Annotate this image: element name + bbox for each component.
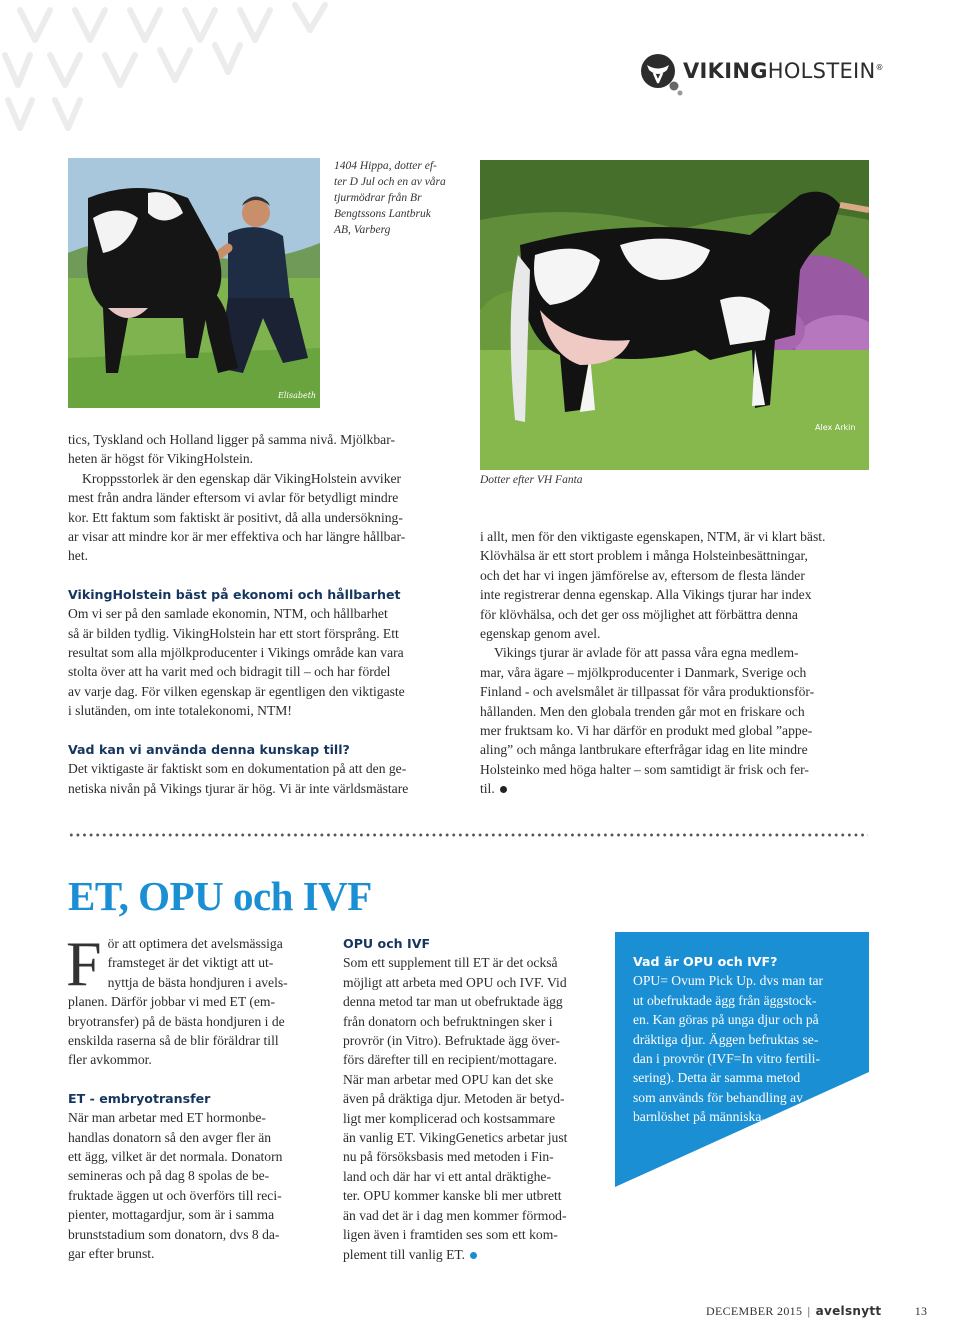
text-line: egenskap genom avel. xyxy=(480,626,601,642)
paragraph xyxy=(343,953,608,1264)
text-line: mest från andra länder eftersom vi avlar för betydligt mindre xyxy=(68,490,399,506)
issue-date: DECEMBER 2015 xyxy=(706,1304,803,1318)
text-line: ar visar att mindre kor är mer effektiva och har längre hållbar- xyxy=(68,529,406,545)
text-line: mar, våra ägare – mjölkproducenter i Danmark, Sverige och xyxy=(480,664,807,680)
paragraph xyxy=(68,430,458,469)
text-line: gar efter brunst. xyxy=(68,1246,155,1262)
article-left-column xyxy=(68,430,458,798)
page-footer xyxy=(706,1304,927,1319)
section-heading-usage: Vad kan vi använda denna kunskap till? xyxy=(68,741,350,757)
paragraph xyxy=(480,527,875,643)
logo-wordmark-viking: VIKING xyxy=(683,59,768,83)
text-line: framsteget är det viktigt att ut- xyxy=(107,955,274,971)
article-right-column xyxy=(480,527,875,799)
text-line: sering). Detta är samma metod xyxy=(633,1070,801,1086)
info-box-content xyxy=(633,952,863,1127)
text-line: planen. Därför jobbar vi med ET (em- xyxy=(68,994,275,1010)
text-line: Klövhälsa är ett stort problem i många Holsteinbesättningar, xyxy=(480,548,808,564)
text-line: än vad det är i dag men kommer förmod- xyxy=(343,1207,567,1223)
text-line: stolta över att ha varit med och bidragit till – och har fördel xyxy=(68,664,391,680)
text-line: bryotransfer) på de bästa hondjuren i de xyxy=(68,1013,285,1029)
section-title-et-opu-ivf: ET, OPU och IVF xyxy=(68,873,372,919)
registered-mark: ® xyxy=(875,63,884,72)
photo-hippa xyxy=(68,158,320,408)
text-line: ut obefruktade ägg från äggstock- xyxy=(633,992,817,1008)
paragraph xyxy=(480,643,875,798)
text-line: het. xyxy=(68,548,89,564)
text-line: aling” och många lantbrukare efterfrågar idag en lite mindre xyxy=(480,742,808,758)
text-line: handlas donatorn så den avger fler än xyxy=(68,1129,272,1145)
caption-line: Bengtssons Lantbruk xyxy=(334,208,431,220)
text-line: OPU= Ovum Pick Up. dvs man tar xyxy=(633,973,824,989)
background-pattern xyxy=(0,0,340,140)
paragraph-intro xyxy=(66,928,326,1070)
paragraph xyxy=(68,604,458,720)
text-line: heten är högst för VikingHolstein. xyxy=(68,451,254,467)
end-of-article-dot xyxy=(470,1252,477,1259)
paragraph xyxy=(633,971,863,1126)
text-line: för klövhälsa, och det ger oss möjlighet att förbättra denna xyxy=(480,606,798,622)
text-line: som används för behandling av xyxy=(633,1089,803,1105)
text-line: Holsteinko med höga halter – som samtidigt är frisk och fer- xyxy=(480,761,809,777)
section-heading-economy: VikingHolstein bäst på ekonomi och hållbarhet xyxy=(68,586,401,602)
text-line: Som ett supplement till ET är det också xyxy=(343,955,558,971)
text-line: provrör (in Vitro). Befruktade ägg över- xyxy=(343,1033,560,1049)
brand-logo xyxy=(640,52,884,98)
caption-line: tjurmödrar från Br xyxy=(334,192,422,204)
caption-line: AB, Varberg xyxy=(334,224,391,236)
text-line: pienter, mottagardjur, som är i samma xyxy=(68,1207,275,1223)
photo-signature: Elisabeth xyxy=(278,391,317,400)
text-line: semineras och på dag 8 spolas de be- xyxy=(68,1168,270,1184)
text-line: även på dräktiga djur. Metoden är betyd- xyxy=(343,1091,565,1107)
drop-cap: F xyxy=(66,928,102,999)
paragraph xyxy=(68,469,458,566)
text-line: förs därefter till en recipient/mottagare. xyxy=(343,1052,558,1068)
text-line: Kroppsstorlek är den egenskap där VikingHolstein avviker xyxy=(82,470,402,486)
paragraph xyxy=(68,1108,326,1263)
text-line: ett ägg, vilket är det normala. Donatorn xyxy=(68,1149,283,1165)
text-line: ter. OPU kommer kanske bli mer utbrett xyxy=(343,1188,562,1204)
text-line: resultat som alla mjölkproducenter i Vikings område kan vara xyxy=(68,645,404,661)
text-line: i allt, men för den viktigaste egenskapen, NTM, är vi klart bäst. xyxy=(480,529,826,544)
text-line: dan i provrör (IVF=In vitro fertili- xyxy=(633,1051,820,1067)
text-line: i slutänden, om inte totalekonomi, NTM! xyxy=(68,703,292,719)
text-line: tics, Tyskland och Holland ligger på samma nivå. Mjölkbar- xyxy=(68,432,395,447)
text-line: en. Kan göras på unga djur och på xyxy=(633,1012,819,1028)
text-line: Finland - och avelsmålet är tillpassat för våra produktionsför- xyxy=(480,684,815,700)
text-line: denna metod tar man ut obefruktade ägg xyxy=(343,994,563,1010)
text-line: av varje dag. För vilken egenskap är egentligen den viktigaste xyxy=(68,683,405,699)
text-line: Vikings tjurar är avlade för att passa våra egna medlem- xyxy=(494,645,799,661)
end-of-article-dot xyxy=(500,786,507,793)
text-line: från donatorn och befruktningen sker i xyxy=(343,1013,553,1029)
text-line: brunststadium som donatorn, dvs 8 da- xyxy=(68,1226,280,1242)
text-line: hållanden. Men den globala trenden går mot en friskare och xyxy=(480,703,805,719)
text-line: fler avkommor. xyxy=(68,1052,152,1068)
text-line: barnlöshet på människa. xyxy=(633,1109,765,1125)
photo-fanta-daughter xyxy=(480,160,869,470)
magazine-name: avelsnytt xyxy=(815,1304,882,1318)
text-line: mer fruktsam ko. Vi har därför en produkt med global ”appe- xyxy=(480,723,813,739)
section-heading-et: ET - embryotransfer xyxy=(68,1090,211,1106)
text-line: än vanlig ET. VikingGenetics arbetar just xyxy=(343,1130,568,1146)
page-number: 13 xyxy=(914,1304,928,1318)
photo-credit: Alex Arkin xyxy=(815,423,856,432)
text-line: nyttja de bästa hondjuren i avels- xyxy=(107,974,288,990)
text-line: netiska nivån på Vikings tjurar är hög. Vi är inte världsmästare xyxy=(68,780,409,796)
section2-column2 xyxy=(343,934,608,1264)
text-line: nu på försöksbasis med metoden i Fin- xyxy=(343,1149,554,1165)
text-line: möjligt att arbeta med OPU och IVF. Vid xyxy=(343,974,567,990)
text-line: plement till vanlig ET. xyxy=(343,1246,466,1262)
caption-photo1 xyxy=(334,158,469,238)
text-line: ligt mer komplicerad och kostsammare xyxy=(343,1110,556,1126)
caption-line: 1404 Hippa, dotter ef- xyxy=(334,160,437,172)
text-line: Om vi ser på den samlade ekonomin, NTM, och hållbarhet xyxy=(68,606,388,622)
text-line: fruktade äggen ut och överförs till reci- xyxy=(68,1187,282,1203)
text-line: til. xyxy=(480,781,495,797)
text-line: så är bilden tydlig. VikingHolstein har ett stort försprång. Ett xyxy=(68,625,399,641)
dotted-separator xyxy=(68,833,868,837)
text-line: enskilda raserna så de blir föräldrar till xyxy=(68,1033,279,1049)
text-line: land och där har vi ett antal dräktighe- xyxy=(343,1168,551,1184)
text-line: När man arbetar med OPU kan det ske xyxy=(343,1071,554,1087)
caption-line: ter D Jul och en av våra xyxy=(334,176,446,188)
paragraph xyxy=(68,759,458,798)
text-line: och det har vi ingen jämförelse av, eftersom de flesta länder xyxy=(480,567,805,583)
text-line: dräktiga djur. Äggen befruktas se- xyxy=(633,1031,819,1047)
section2-column1 xyxy=(66,928,326,1264)
footer-separator: | xyxy=(807,1304,811,1318)
caption-photo2: Dotter efter VH Fanta xyxy=(480,474,583,486)
text-line: ör att optimera det avelsmässiga xyxy=(107,936,283,951)
info-box-heading: Vad är OPU och IVF? xyxy=(633,954,778,969)
section-heading-opu-ivf: OPU och IVF xyxy=(343,936,431,951)
viking-head-icon xyxy=(640,52,684,98)
text-line: Det viktigaste är faktiskt som en dokumentation på att den ge- xyxy=(68,761,407,777)
text-line: ligen även i framtiden ses som ett kom- xyxy=(343,1227,558,1243)
logo-wordmark-holstein: HOLSTEIN xyxy=(767,59,876,83)
text-line: inte registrerar denna egenskap. Alla Vikings tjurar har index xyxy=(480,587,812,603)
text-line: kor. Ett faktum som faktiskt är positivt, då alla undersökning- xyxy=(68,509,403,525)
text-line: När man arbetar med ET hormonbe- xyxy=(68,1110,266,1126)
